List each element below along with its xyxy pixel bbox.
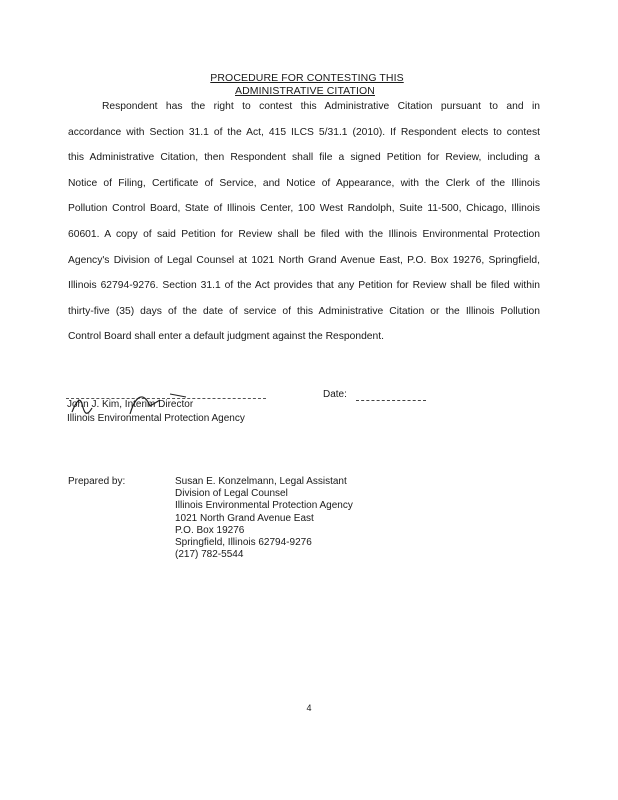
preparer-division: Division of Legal Counsel [175,488,288,500]
paragraph-line: accordance with Section 31.1 of the Act, 415 ILCS 5/31.1 (2010). If Respondent elects to contest [68,126,540,138]
paragraph-line: Control Board shall enter a default judgment against the Respondent. [68,331,384,343]
page-number: 4 [306,703,312,713]
preparer-po-box: P.O. Box 19276 [175,524,245,536]
procedure-paragraph [68,100,540,356]
paragraph-line: Agency's Division of Legal Counsel at 1021 North Grand Avenue East, P.O. Box 19276, Springfield, [68,254,540,266]
paragraph-line: Respondent has the right to contest this Administrative Citation pursuant to and in [102,101,540,112]
prepared-by-label: Prepared by: [68,476,126,487]
preparer-city: Springfield, Illinois 62794-9276 [175,537,312,549]
date-label: Date: [323,389,347,400]
preparer-name: Susan E. Konzelmann, Legal Assistant [175,476,347,487]
preparer-phone: (217) 782-5544 [175,549,244,561]
date-line [356,400,426,401]
document-title-line-1: PROCEDURE FOR CONTESTING THIS [210,72,404,84]
paragraph-line: Notice of Filing, Certificate of Service, and Notice of Appearance, with the Clerk of the Illinois [68,177,540,189]
document-title-line-2: ADMINISTRATIVE CITATION [235,85,375,97]
preparer-street: 1021 North Grand Avenue East [175,512,314,524]
preparer-agency: Illinois Environmental Protection Agency [175,500,353,512]
paragraph-line: 60601. A copy of said Petition for Review shall be filed with the Illinois Environmental Protection [68,228,540,240]
paragraph-line: Illinois 62794-9276. Section 31.1 of the Act provides that any Petition for Review shall be filed within [68,280,540,292]
preparer-contact-block [175,476,353,561]
paragraph-line: Pollution Control Board, State of Illinois Center, 100 West Randolph, Suite 11-500, Chicago, Illinois [68,203,540,215]
paragraph-line: this Administrative Citation, then Respondent shall file a signed Petition for Review, including a [68,152,540,164]
signatory-agency: Illinois Environmental Protection Agency [67,413,245,424]
paragraph-line: thirty-five (35) days of the date of service of this Administrative Citation or the Illinois Pollution [68,305,540,317]
signatory-name: John J. Kim, Interim Director [67,399,194,410]
